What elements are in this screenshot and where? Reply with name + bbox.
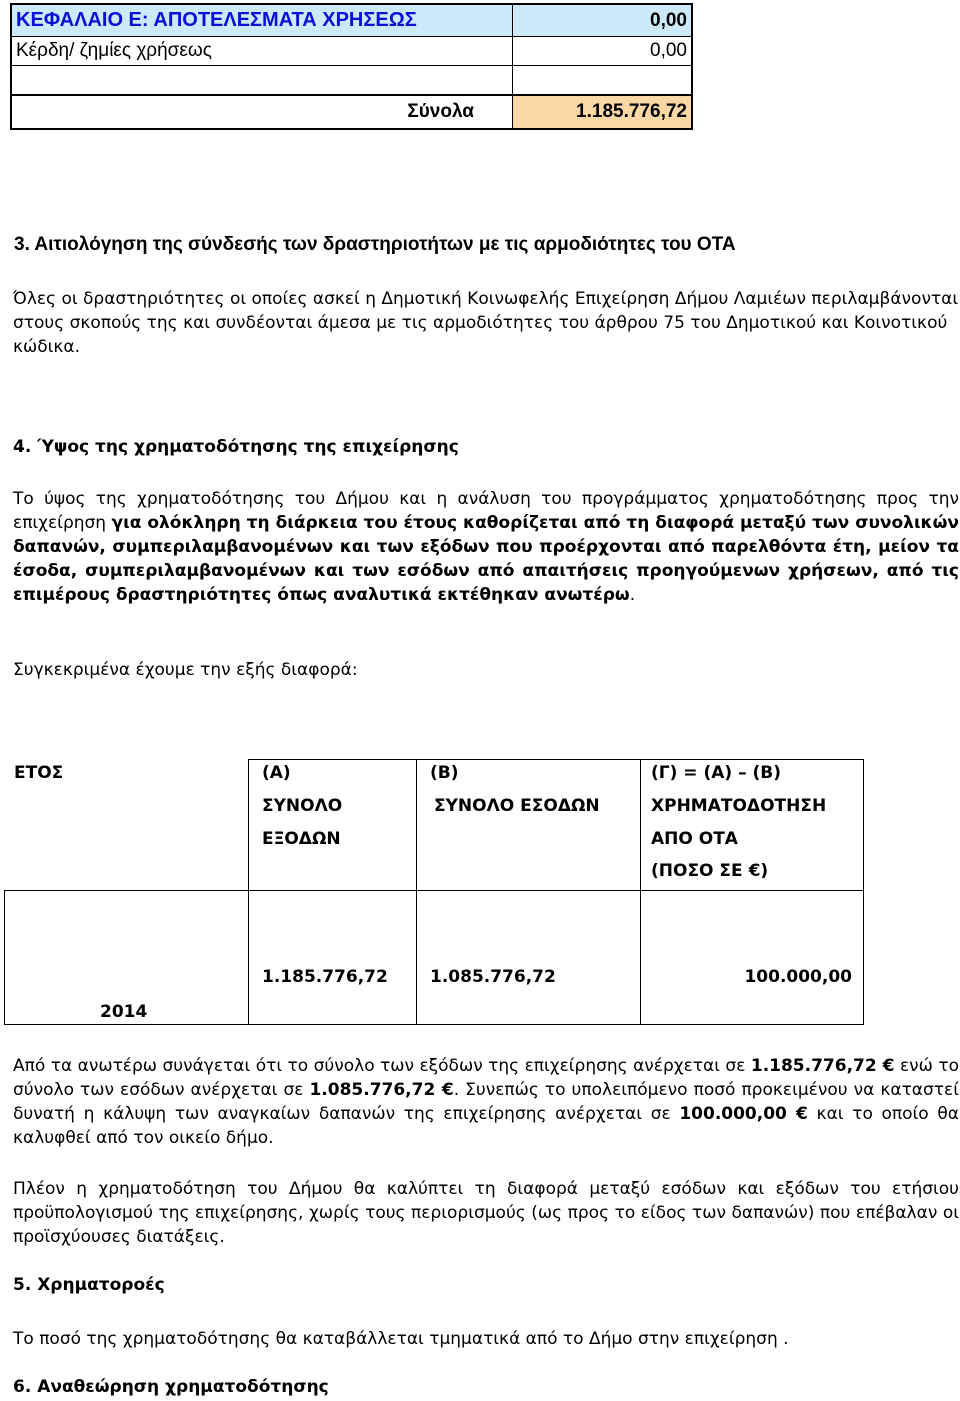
results-title-row <box>11 4 692 37</box>
col-year-header: ΕΤΟΣ <box>14 763 64 783</box>
funding-amount: 100.000,00 € <box>679 1104 808 1124</box>
section-5-body: Το ποσό της χρηματοδότησης θα καταβάλλεται τμηματικά από το Δήμο στην επιχείρηση . <box>13 1329 789 1349</box>
section-4-specific: Συγκεκριμένα έχουμε την εξής διαφορά: <box>13 660 358 680</box>
col-b-subheader: ΣΥΝΟΛΟ ΕΣΟΔΩΝ <box>434 796 600 816</box>
funding-cell: 100.000,00 <box>744 967 852 987</box>
col-c-subheader: ΧΡΗΜΑΤΟΔΟΤΗΣΗ <box>651 796 827 816</box>
total-revenue-cell: 1.085.776,72 <box>430 967 556 987</box>
revenue-amount: 1.085.776,72 € <box>309 1080 454 1100</box>
results-row-value: 0,00 <box>513 37 693 66</box>
expenses-amount: 1.185.776,72 € <box>750 1056 895 1076</box>
results-title: ΚΕΦΑΛΑΙΟ Ε: ΑΠΟΤΕΛΕΣΜΑΤΑ ΧΡΗΣΕΩΣ <box>11 4 513 37</box>
section-5-heading: 5. Χρηματοροές <box>13 1275 165 1295</box>
section-3-heading: 3. Αιτιολόγηση της σύνδεσής των δραστηριοτήτων με τις αρμοδιότητες του ΟΤΑ <box>14 234 736 255</box>
col-c-subheader-3: (ΠΟΣΟ ΣΕ €) <box>651 861 769 881</box>
col-c-header: (Γ) = (Α) – (Β) <box>651 763 781 783</box>
col-a-header: (Α) <box>262 763 291 783</box>
conclusion-paragraph: Από τα ανωτέρω συνάγεται ότι το σύνολο των εξόδων της επιχείρησης ανέρχεται σε 1.185.776,72 € ενώ το σύνολο των εσόδων ανέρχεται σε 1.085.776,72 €. Συνεπώς το υπολειπόμενο ποσό προκειμένου να καταστεί δυνατή η κάλυψη των αναγκαίων δαπανών της επιχείρησης ανέρχεται σε 100.000,00 € και το οποίο θα καλυφθεί από τον οικείο δήμο. <box>13 1056 959 1148</box>
year-cell: 2014 <box>100 1002 148 1022</box>
section-4-bold-text: για ολόκληρη τη διάρκεια του έτους καθορίζεται από τη διαφορά μεταξύ των συνολικών δαπανών, συμπεριλαμβανομένων και των εξόδων που προέρχονται από παρελθόντα έτη, μείον τα έσοδα, συμπεριλαμβανομένων και των εσόδων από απαιτήσεις προηγούμενων χρήσεων, από τις επιμέρους δραστηριότητες όπως αναλυτικά εκτέθηκαν ανωτέρω <box>13 513 959 605</box>
section-3-body: Όλες οι δραστηριότητες οι οποίες ασκεί η Δημοτική Κοινωφελής Επιχείρηση Δήμου Λαμιέων περιλαμβάνονται στους σκοπούς της και συνδέονται άμεσα με τις αρμοδιότητες του άρθρου 75 του Δημοτικού και Κοινοτικού κώδικα. <box>13 289 959 357</box>
col-a-subheader: ΣΥΝΟΛΟ <box>262 796 343 816</box>
results-row <box>11 37 692 66</box>
section-4-paragraph: Το ύψος της χρηματοδότησης του Δήμου και η ανάλυση του προγράμματος χρηματοδότησης προς την επιχείρηση για ολόκληρη τη διάρκεια του έτους καθορίζεται από τη διαφορά μεταξύ των συνολικών δαπανών, συμπεριλαμβανομένων και των εξόδων που προέρχονται από παρελθόντα έτη, μείον τα έσοδα, συμπεριλαμβανομένων και των εσόδων από απαιτήσεις προηγούμενων χρήσεων, από τις επιμέρους δραστηριότητες όπως αναλυτικά εκτέθηκαν ανωτέρω. <box>13 489 959 605</box>
col-c-subheader-2: ΑΠΟ ΟΤΑ <box>651 829 738 849</box>
results-total-row <box>11 95 692 129</box>
results-total-label: Σύνολα <box>11 95 513 129</box>
results-title-value: 0,00 <box>513 4 693 37</box>
results-total-value: 1.185.776,72 <box>513 95 693 129</box>
total-expenses-cell: 1.185.776,72 <box>262 967 388 987</box>
section-6-heading: 6. Αναθεώρηση χρηματοδότησης <box>13 1377 329 1397</box>
section-4-heading: 4. Ύψος της χρηματοδότησης της επιχείρησης <box>13 437 459 457</box>
results-table <box>10 3 693 130</box>
funding-table <box>4 759 862 1025</box>
conclusion-paragraph-2: Πλέον η χρηματοδότηση του Δήμου θα καλύπτει τη διαφορά μεταξύ εσόδων και εξόδων του ετήσιου προϋπολογισμού της επιχείρησης, χωρίς τους περιορισμούς (ως προς το είδος των δαπανών) που επέβαλαν οι προϊσχύουσες διατάξεις. <box>13 1179 959 1247</box>
results-empty-row <box>11 66 692 96</box>
col-b-header: (Β) <box>430 763 459 783</box>
results-row-label: Κέρδη/ ζημίες χρήσεως <box>11 37 513 66</box>
col-a-subheader-2: ΕΞΟΔΩΝ <box>262 829 341 849</box>
